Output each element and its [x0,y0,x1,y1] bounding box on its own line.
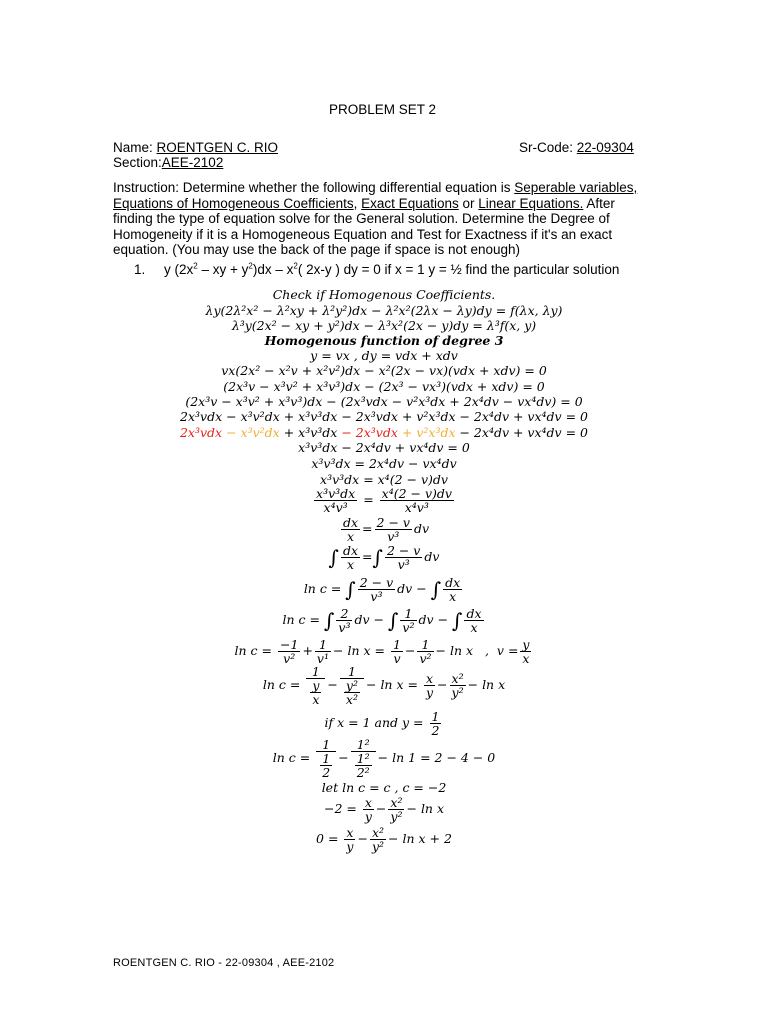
numerator: dx [342,543,359,558]
denominator: x [470,620,478,636]
math-line-7: (2x³v − x³v² + x³v³)dx − (2x³ − vx³)(vdx + xdv) = 0 [223,379,545,394]
denominator: x [522,651,530,667]
denominator: x⁴v³ [404,500,429,516]
lnc: ln c [303,581,327,597]
numerator: 2 − v [376,515,410,530]
lnx: ln x [380,677,404,693]
fraction [344,826,355,853]
math-line-8: (2x³v − x³v² + x³v³)dx − (2x³vdx − v²x³dx + 2x⁴dv − vx⁴dv) = 0 [185,394,583,409]
fraction [306,665,325,706]
plus2: − ln x + 2 [388,831,452,847]
name-label: Name: [113,140,157,155]
exp: 2 [293,261,298,271]
homogeneous-link: Equations of Homogeneous Coefficients [113,195,354,211]
zero: 0 = [316,831,339,847]
numerator: 1 [306,665,325,679]
numerator: x² [370,826,386,840]
math-line-13: x³v³dx = x⁴(2 − v)dv [320,472,448,487]
dv: dv [418,612,434,628]
numerator: 1 [431,709,440,724]
eq: = [407,677,418,693]
math-line-6: vx(2x² − x²v + x²v²)dx − x²(2x − vx)(vdx + xdv) = 0 [221,363,547,378]
numerator: y [312,678,320,694]
denominator: y² [451,685,464,701]
instruction-text: Instruction: Determine whether the following differential equation is [113,180,515,195]
condition: if x = 1 and y = [324,715,424,731]
instruction-text-2: After finding the type of equation solve for the General solution. Determine the Degree of Homogeneity if it is a Homogeneous Equation and Test for Exactness if it's an exact equation. (You may use the back of the page if space is not enough) [113,195,615,258]
fraction [344,679,360,706]
math-term: + x³v³dx [279,425,342,440]
fraction [370,826,386,853]
fraction [341,544,360,571]
eq: = [362,549,373,565]
problem-number: 1. [134,262,146,277]
numerator: x² [450,672,466,686]
fraction [355,752,372,779]
minus: − [333,643,344,659]
math-line-14 [0,487,768,514]
denominator: v³ [387,529,400,545]
numerator: y² [345,678,358,694]
fraction [315,638,331,665]
denominator: 2² [356,765,370,781]
fraction [520,638,531,665]
numerator: 1 [340,665,364,679]
page-footer: ROENTGEN C. RIO - 22-09304 , AEE-2102 [113,957,335,969]
problem-text: – xy + y [197,262,249,277]
minus: − [437,677,448,693]
math-line-17 [0,576,768,603]
exp: 2 [248,261,253,271]
integral-sign: ∫ [430,577,442,602]
lnx: ln x [420,801,445,817]
minus: − [373,612,385,628]
integral-sign: ∫ [323,608,335,633]
math-line-1: Check if Homogenous Coefficients. [272,287,496,302]
denominator [351,752,376,779]
instruction-paragraph [113,180,658,258]
problem-text: )dx – x [252,262,294,277]
vdef: v = [496,643,519,659]
denominator [306,679,325,706]
numerator: dx [342,515,359,530]
srcode-label: Sr-Code: [519,140,577,155]
fraction [341,516,360,543]
fraction [380,487,454,514]
numerator: 1 [393,637,401,652]
math-line-21 [0,710,768,737]
lnx: ln x [347,643,371,659]
numerator: x [364,795,372,810]
fraction [316,738,336,779]
minus: − [416,581,427,597]
denominator: v¹ [316,651,329,667]
fraction [314,487,357,514]
fraction [443,576,462,603]
ln1: ln 1 = 2 − 4 − 0 [392,750,496,766]
integral-sign: ∫ [372,545,383,570]
numerator: 1² [356,751,370,767]
neg2: −2 = [323,801,357,817]
fraction [385,544,422,571]
denominator [340,679,364,706]
numerator: 1 [316,738,336,752]
lnc: ln c [282,612,306,628]
denominator: v² [283,651,296,667]
denominator: x² [345,692,358,708]
denominator: x [346,557,355,573]
minus: − [357,831,368,847]
math-line-19: ln c = $\frac{-1}{\text{v²}}$ + $\frac{1}{\text{v¹}}$ − ln x = $\frac{1}{v}$ − $\frac{1}{\text{v²}}$ − ln x , v = $\frac{y}{x}$ [234,637,530,667]
sep: , [353,195,362,211]
denominator: x [449,589,457,605]
math-line-11: x³v³dx − 2x⁴dv + vx⁴dv = 0 [298,440,470,455]
numerator: x² [388,796,404,810]
math-line-16 [0,544,768,571]
numerator: −1 [280,637,299,652]
minus: − [437,612,449,628]
denominator: v [393,651,401,667]
minus: − [377,750,389,766]
name-value: ROENTGEN C. RIO [156,140,279,155]
denominator: y [425,685,434,701]
denominator [316,752,336,779]
fraction [340,665,364,706]
fraction [464,607,483,634]
math-line-5: y = vx , dy = vdx + xdv [310,348,458,363]
minus: − [338,750,349,766]
denominator: y [346,839,354,855]
fraction [320,752,332,779]
problem-text: ( 2x-y ) dy = 0 if x = 1 y = ½ find the particular solution [297,262,620,277]
numerator: x³v³dx [316,486,356,501]
fraction [417,638,433,665]
integral-sign: ∫ [345,577,356,602]
linear-link: Linear Equations. [478,195,584,211]
math-line-15 [0,516,768,543]
lnc: ln c [234,643,258,659]
fraction [358,576,395,603]
fraction [450,672,466,699]
fraction [363,796,374,823]
numerator: 2 − v [359,575,394,590]
page-title: PROBLEM SET 2 [329,102,437,117]
exact-link: Exact Equations [361,195,459,211]
fraction [424,672,435,699]
eq: = [309,612,320,628]
math-line-10 [0,425,768,440]
numerator: 1² [351,738,376,752]
fraction [400,607,416,634]
integral-sign: ∫ [452,608,463,633]
section-value: AEE-2102 [161,155,224,170]
fraction [388,796,404,823]
math-term: 2x³vdx [179,425,223,440]
minus: − [406,801,417,817]
srcode-value: 22-09304 [576,140,634,155]
math-line-9: 2x³vdx − x³v²dx + x³v³dx − 2x³vdx + v²x³dx − 2x⁴dv + vx⁴dv = 0 [180,409,588,424]
math-line-3: λ³y(2x² − xy + y²)dx − λ³x²(2x − y)dy = λ³f(x, y) [231,318,537,333]
denominator: 2 [322,765,331,781]
section-label: Section: [113,155,162,170]
numerator: 2 − v [386,543,421,558]
fraction [391,638,403,665]
math-line-20 [0,665,768,706]
numerator: x⁴(2 − v)dv [381,486,452,501]
numerator: dx [445,575,461,590]
fraction [351,738,376,779]
numerator: x [346,825,354,840]
math-line-23: let ln c = c , c = −2 [321,780,447,795]
numerator: y [522,637,530,652]
minus: − [327,677,338,693]
integral-sign: ∫ [328,545,339,570]
numerator: 1 [400,607,416,621]
lnx: ln x [482,677,506,693]
denominator: y² [371,839,385,855]
math-term: + v²x³dx [397,425,456,440]
math-line-22 [0,738,768,779]
minus: − [435,643,446,659]
section-line [113,155,223,170]
fraction [336,607,352,634]
numerator: 1 [417,638,433,652]
eq: = [374,643,386,659]
numerator: 1 [322,751,331,767]
eq: = [289,677,301,693]
lnc: ln c [272,750,296,766]
minus: − [365,677,377,693]
denominator: x⁴v³ [323,500,348,516]
problem-text: y (2x [164,262,194,277]
minus: − [375,801,387,817]
math-term: − x³v²dx [222,425,280,440]
denominator: v³ [397,557,410,573]
eq: = [363,492,374,508]
denominator: v³ [338,620,351,636]
numerator: 2 [336,607,352,621]
math-term: − 2x³vdx [341,425,398,440]
denominator: x [346,529,355,545]
minus: − [467,677,479,693]
or-text: or [458,195,479,211]
math-term: − 2x⁴dv + vx⁴dv = 0 [455,425,588,440]
denominator: v² [419,651,432,667]
eq: = [299,750,311,766]
math-line-18 [0,607,768,634]
denominator: 2 [431,723,440,739]
dv: dv [397,581,413,597]
numerator: dx [466,606,482,621]
fraction [310,679,321,706]
eq: = [330,581,342,597]
math-line-12: x³v³dx = 2x⁴dv − vx⁴dv [311,456,457,471]
denominator: y [364,809,372,825]
plus: + [302,643,313,659]
dv: dv [354,612,370,628]
numerator: x [425,671,434,687]
denominator: v² [402,620,415,636]
fraction [375,516,412,543]
eq: = [362,521,373,537]
math-line-25 [0,826,768,853]
lnx: ln x [449,643,474,659]
name-line [113,140,278,155]
integral-sign: ∫ [388,608,399,633]
problem-1 [134,262,619,277]
lnc: ln c [262,677,286,693]
denominator: v³ [370,589,383,605]
exp: 2 [193,261,198,271]
srcode-line [519,140,634,155]
math-line-2: λy(2λ²x² − λ²xy + λ²y²)dx − λ²x²(2λx − λy)dy = f(λx, λy) [205,303,563,318]
numerator: 1 [315,638,331,652]
denominator: y² [390,809,403,825]
dv: dv [413,521,430,537]
math-line-24 [0,796,768,823]
math-line-4: Homogenous function of degree 3 [264,333,504,348]
eq: = [261,643,273,659]
seperable-link: Seperable variables, [514,180,638,195]
minus: − [404,643,416,659]
dv: dv [424,549,440,565]
denominator: x [312,692,320,708]
fraction [430,710,442,737]
fraction [278,638,300,665]
